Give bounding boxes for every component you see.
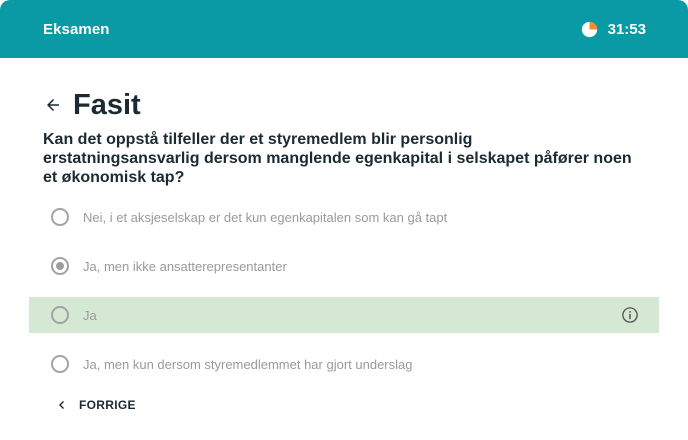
radio-button[interactable] xyxy=(51,355,69,373)
answer-options xyxy=(29,199,659,382)
radio-button-selected[interactable] xyxy=(51,257,69,275)
answer-option-2[interactable] xyxy=(29,248,659,284)
timer-value: 31:53 xyxy=(607,20,646,38)
arrow-left-icon[interactable] xyxy=(44,96,62,114)
answer-option-label: Ja xyxy=(83,307,97,323)
page-title: Fasit xyxy=(73,89,141,121)
answer-option-4[interactable] xyxy=(29,346,659,382)
radio-button[interactable] xyxy=(51,306,69,324)
main-content xyxy=(0,88,688,412)
radio-button[interactable] xyxy=(51,208,69,226)
header-title: Eksamen xyxy=(43,20,110,38)
question-text: Kan det oppstå tilfeller der et styremedlem blir personlig erstatningsansvarlig dersom manglende egenkapital i selskapet påfører noen et økonomisk tap? xyxy=(43,131,632,186)
answer-option-label: Ja, men ikke ansatterepresentanter xyxy=(83,258,287,274)
timer xyxy=(581,21,646,38)
info-icon[interactable] xyxy=(621,306,639,324)
chevron-left-icon xyxy=(57,400,67,410)
answer-option-label: Nei, i et aksjeselskap er det kun egenkapitalen som kan gå tapt xyxy=(83,209,448,225)
answer-option-label: Ja, men kun dersom styremedlemmet har gjort underslag xyxy=(83,356,413,372)
title-row xyxy=(29,88,659,122)
previous-button[interactable] xyxy=(29,398,659,412)
app-header xyxy=(0,0,688,58)
timer-pie-icon xyxy=(581,21,598,38)
answer-option-3-correct[interactable] xyxy=(29,297,659,333)
answer-option-1[interactable] xyxy=(29,199,659,235)
previous-button-label: FORRIGE xyxy=(79,398,136,412)
